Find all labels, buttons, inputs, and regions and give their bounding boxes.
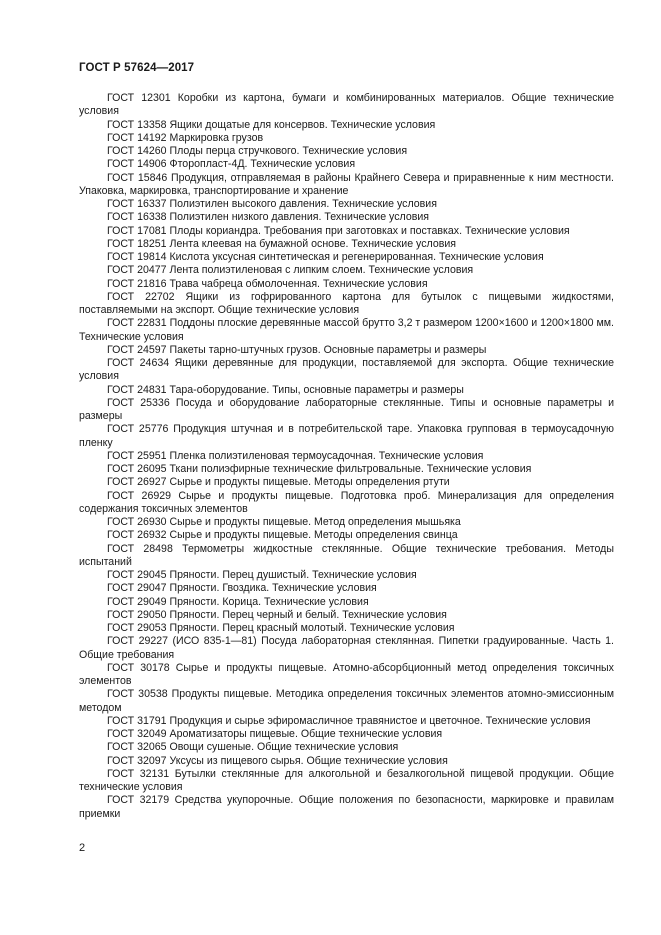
reference-item (79, 278, 614, 291)
reference-code: ГОСТ 22702 (107, 290, 175, 303)
reference-title: Ящики из гофрированного картона для бутылок с пищевыми жидкостями, поставляемыми на экспорт. Общие технические условия (79, 290, 614, 316)
reference-code: ГОСТ 25336 (107, 396, 170, 409)
reference-item (79, 596, 614, 609)
reference-code: ГОСТ 21816 (107, 277, 167, 290)
reference-item (79, 463, 614, 476)
reference-title: Термометры жидкостные стеклянные. Общие технические требования. Методы испытаний (79, 542, 614, 568)
page-number: 2 (79, 842, 86, 854)
reference-item (79, 450, 614, 463)
reference-code: ГОСТ 29053 (107, 622, 167, 634)
standard-header: ГОСТ Р 57624—2017 (79, 62, 195, 74)
reference-code: ГОСТ 28498 (107, 542, 173, 555)
reference-item (79, 211, 614, 224)
reference-title: Посуда и оборудование лабораторные стеклянные. Типы и основные параметры и размеры (79, 396, 614, 422)
reference-item (79, 238, 614, 251)
reference-title: Ароматизаторы пищевые. Общие технические условия (169, 728, 443, 740)
reference-code: ГОСТ 32049 (107, 728, 167, 740)
reference-item (79, 145, 614, 158)
reference-title: Кислота уксусная синтетическая и регенерированная. Технические условия (169, 251, 544, 263)
reference-item (79, 92, 614, 119)
reference-title: Плоды кориандра. Требования при заготовках и поставках. Технические условия (169, 224, 570, 237)
reference-title: Ткани полиэфирные технические фильтровальные. Технические условия (169, 463, 532, 475)
reference-item (79, 397, 614, 424)
reference-title: Пряности. Перец красный молотый. Технические условия (169, 622, 455, 634)
reference-item (79, 582, 614, 595)
reference-item (79, 423, 614, 450)
reference-code: ГОСТ 16338 (107, 211, 167, 224)
reference-item (79, 251, 614, 264)
reference-title: Сырье и продукты пищевые. Атомно-абсорбционный метод определения токсичных элементов (79, 661, 614, 687)
reference-item (79, 609, 614, 622)
reference-title: Сырье и продукты пищевые. Методы определения ртути (169, 476, 450, 489)
reference-title: Сырье и продукты пищевые. Методы определения свинца (169, 529, 458, 542)
reference-item (79, 755, 614, 768)
reference-title: Продукты пищевые. Методика определения токсичных элементов атомно-эмиссионным методом (79, 688, 614, 714)
reference-title: Маркировка грузов (169, 131, 264, 144)
reference-item (79, 569, 614, 582)
reference-item (79, 291, 614, 318)
reference-code: ГОСТ 32097 (107, 754, 167, 767)
reference-title: Пакеты тарно-штучных грузов. Основные параметры и размеры (169, 343, 487, 356)
reference-title: Продукция штучная и в потребительской таре. Упаковка групповая в термоусадочную пленку (79, 423, 614, 449)
reference-code: ГОСТ 26927 (107, 476, 167, 489)
reference-title: Лента клеевая на бумажной основе. Технические условия (169, 237, 457, 250)
reference-code: ГОСТ 32179 (107, 794, 170, 807)
reference-item (79, 490, 614, 517)
reference-code: ГОСТ 29049 (107, 595, 167, 608)
reference-title: Коробки из картона, бумаги и комбинированных материалов. Общие технические условия (79, 92, 614, 118)
reference-title: Пряности. Корица. Технические условия (169, 595, 369, 608)
reference-title: Ящики дощатые для консервов. Технические условия (169, 118, 436, 131)
reference-title: Пряности. Гвоздика. Технические условия (169, 582, 377, 595)
reference-title: Полиэтилен низкого давления. Технические условия (169, 211, 429, 224)
reference-item (79, 476, 614, 489)
reference-item (79, 741, 614, 754)
reference-code: ГОСТ 29047 (107, 582, 167, 595)
reference-title: Продукция и сырье эфиромасличное травянистое и цветочное. Технические условия (169, 714, 591, 727)
reference-item (79, 158, 614, 171)
reference-code: ГОСТ 24831 (107, 383, 167, 396)
reference-item (79, 688, 614, 715)
reference-item (79, 119, 614, 132)
reference-title: Фторопласт-4Д. Технические условия (169, 158, 356, 171)
reference-title: Тара-оборудование. Типы, основные параметры и размеры (169, 383, 464, 396)
reference-item (79, 728, 614, 741)
reference-code: ГОСТ 30178 (107, 661, 170, 674)
reference-item (79, 172, 614, 199)
reference-title: Полиэтилен высокого давления. Технические условия (169, 198, 437, 210)
reference-item (79, 225, 614, 238)
reference-title: Пряности. Перец черный и белый. Технические условия (169, 608, 447, 621)
reference-item (79, 516, 614, 529)
reference-code: ГОСТ 14260 (107, 145, 167, 157)
reference-item (79, 529, 614, 542)
reference-item (79, 344, 614, 357)
reference-code: ГОСТ 15846 (107, 171, 168, 184)
reference-item (79, 622, 614, 635)
reference-code: ГОСТ 24634 (107, 357, 170, 369)
reference-item (79, 794, 614, 821)
reference-code: ГОСТ 26929 (107, 489, 172, 502)
reference-item (79, 543, 614, 570)
reference-code: ГОСТ 30538 (107, 688, 168, 701)
reference-title: Поддоны плоские деревянные массой брутто 3,2 т размером 1200×1600 и 1200×1800 мм. Технические условия (79, 317, 614, 343)
reference-title: Пленка полиэтиленовая термоусадочная. Технические условия (169, 449, 484, 462)
reference-code: ГОСТ 26932 (107, 529, 167, 542)
reference-title: Ящики деревянные для продукции, поставляемой для экспорта. Общие технические условия (79, 357, 614, 383)
reference-code: ГОСТ 13358 (107, 118, 167, 131)
reference-code: ГОСТ 16337 (107, 198, 167, 210)
reference-code: ГОСТ 20477 (107, 264, 167, 277)
reference-code: ГОСТ 25776 (107, 423, 169, 436)
reference-title: Овощи сушеные. Общие технические условия (169, 741, 399, 754)
reference-item (79, 384, 614, 397)
reference-title: Сырье и продукты пищевые. Подготовка проб. Минерализация для определения содержания токсичных элементов (79, 489, 614, 515)
reference-title: Лента полиэтиленовая с липким слоем. Технические условия (169, 264, 474, 277)
reference-item (79, 768, 614, 795)
reference-code: ГОСТ 14192 (107, 131, 167, 144)
reference-item (79, 317, 614, 344)
reference-title: Плоды перца стручкового. Технические условия (169, 145, 408, 157)
reference-title: Трава чабреца обмолоченная. Технические условия (169, 277, 428, 290)
reference-code: ГОСТ 17081 (107, 224, 167, 237)
reference-code: ГОСТ 18251 (107, 237, 167, 250)
reference-title: Пряности. Перец душистый. Технические условия (169, 569, 417, 581)
reference-item (79, 198, 614, 211)
reference-code: ГОСТ 32131 (107, 767, 170, 780)
reference-code: ГОСТ 29045 (107, 569, 167, 581)
reference-code: ГОСТ 14906 (107, 158, 167, 171)
reference-code: ГОСТ 22831 (107, 317, 167, 330)
reference-title: Сырье и продукты пищевые. Метод определения мышьяка (169, 516, 461, 528)
reference-code: ГОСТ 32065 (107, 741, 167, 754)
reference-code: ГОСТ 29050 (107, 608, 167, 621)
reference-title: (ИСО 835-1—81) Посуда лабораторная стеклянная. Пипетки градуированные. Часть 1. Общие требования (79, 635, 614, 661)
reference-item (79, 715, 614, 728)
normative-references-list (79, 92, 614, 821)
reference-code: ГОСТ 19814 (107, 251, 167, 263)
reference-code: ГОСТ 24597 (107, 343, 167, 356)
reference-item (79, 662, 614, 689)
reference-code: ГОСТ 25951 (107, 449, 167, 462)
reference-code: ГОСТ 29227 (107, 635, 169, 648)
reference-code: ГОСТ 31791 (107, 714, 167, 727)
reference-code: ГОСТ 12301 (107, 92, 171, 104)
reference-item (79, 635, 614, 662)
reference-code: ГОСТ 26930 (107, 516, 167, 528)
reference-title: Бутылки стеклянные для алкогольной и безалкогольной пищевой продукции. Общие технические условия (79, 767, 614, 793)
reference-title: Продукция, отправляемая в районы Крайнего Севера и приравненные к ним местности. Упаковка, маркировка, транспортирование и хранение (79, 171, 614, 197)
reference-item (79, 264, 614, 277)
reference-title: Уксусы из пищевого сырья. Общие технические условия (169, 754, 448, 767)
reference-title: Средства укупорочные. Общие положения по безопасности, маркировке и правилам приемки (79, 794, 614, 820)
reference-item (79, 357, 614, 384)
reference-code: ГОСТ 26095 (107, 463, 167, 475)
reference-item (79, 132, 614, 145)
